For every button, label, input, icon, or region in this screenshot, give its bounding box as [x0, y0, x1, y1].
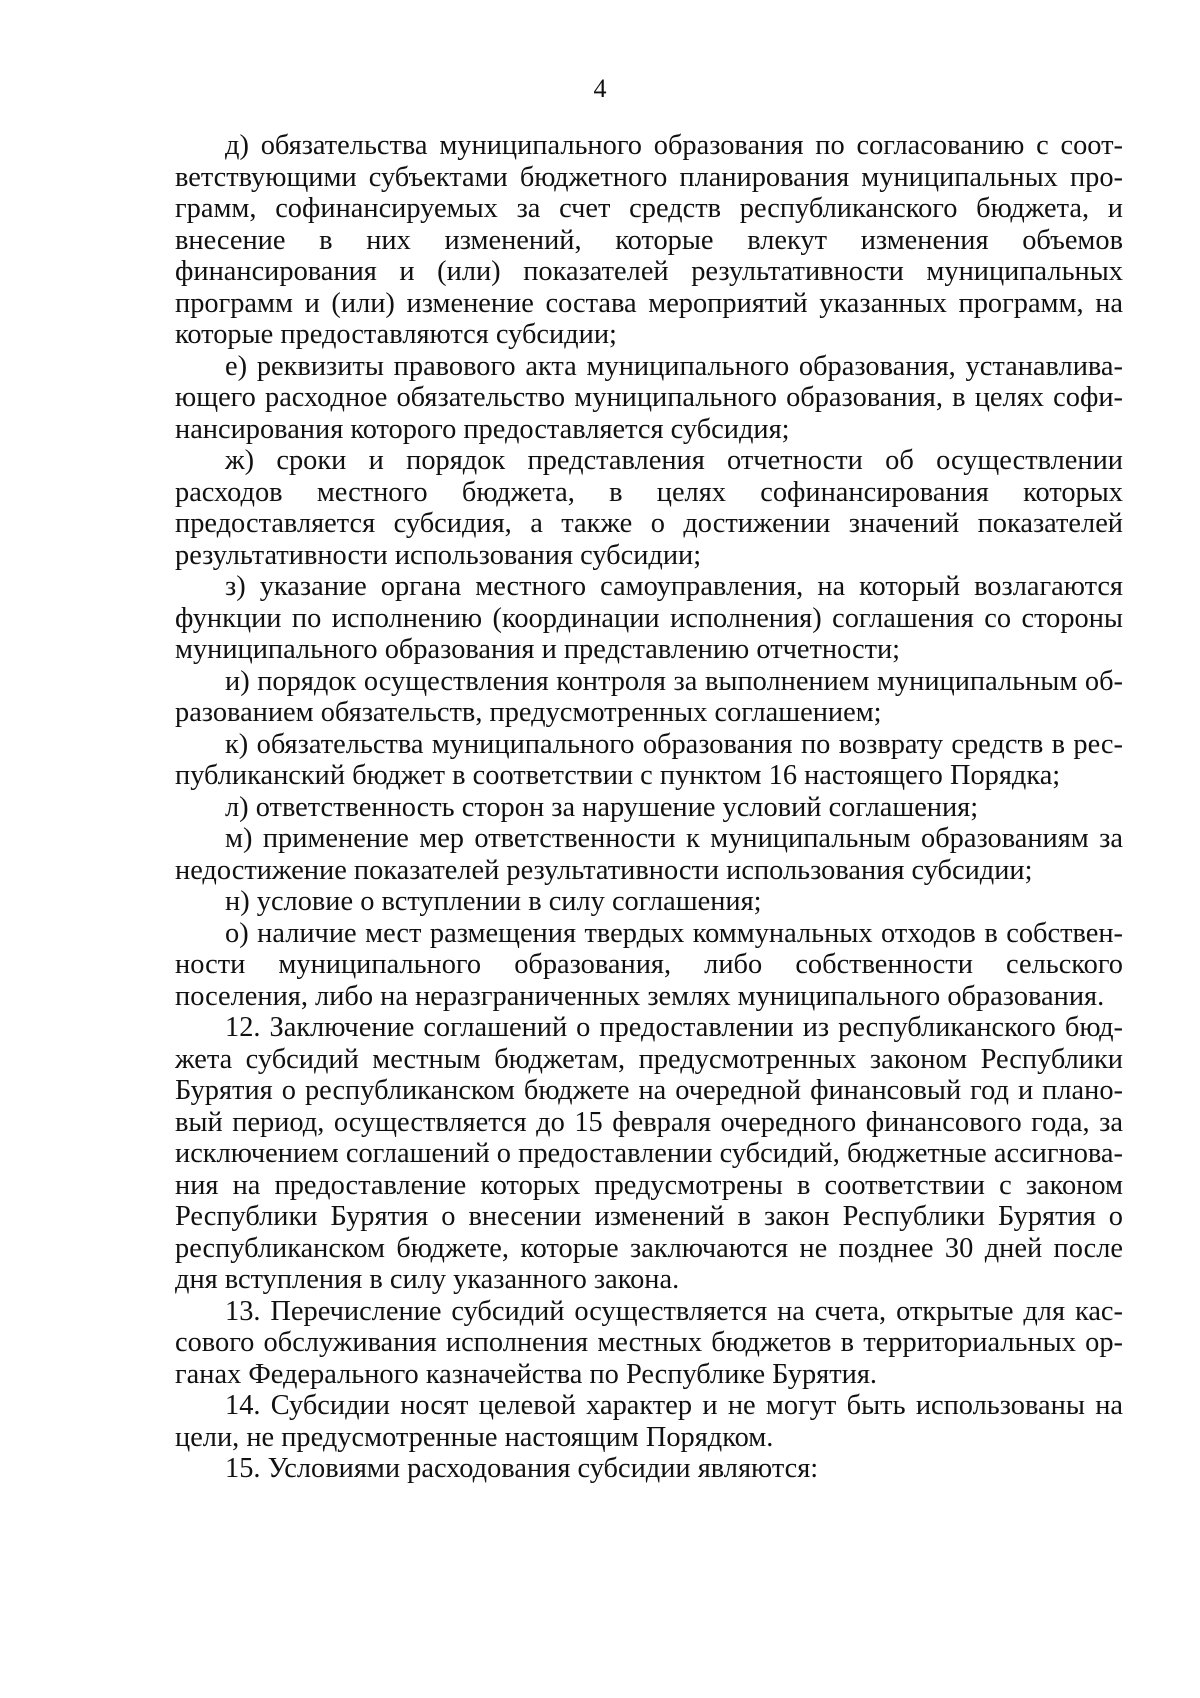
paragraph-e: е) реквизиты правового акта муниципального образования, устанавливающего расходное обязательство муниципального образования, в целях софинансирования которого предоставляется субсидия;	[175, 350, 1123, 445]
paragraph-15: 15. Условиями расходования субсидии являются:	[225, 1453, 819, 1484]
paragraph-k: к) обязательства муниципального образования по возврату средств в республиканский бюджет в соответствии с пунктом 16 настоящего Порядка;	[175, 728, 1123, 791]
paragraph-zh: ж) сроки и порядок представления отчетности об осуществлении расходов местного бюджета, в целях софинансирования которых предоставляется субсидия, а также о достижении значений показателей результативности использования субсидии;	[175, 445, 1123, 571]
paragraph-m: м) применение мер ответственности к муниципальным образованиям за недостижение показателей результативности использования субсидии;	[175, 823, 1123, 886]
paragraph-z: з) указание органа местного самоуправления, на который возлагаются функции по исполнению (координации исполнения) соглашения со стороны муниципального образования и представлению отчетности;	[175, 571, 1123, 665]
paragraph-n: н) условие о вступлении в силу соглашения;	[225, 886, 762, 917]
page-number: 4	[593, 74, 607, 103]
paragraph-l: л) ответственность сторон за нарушение условий соглашения;	[225, 791, 979, 823]
paragraph-14: 14. Субсидии носят целевой характер и не могут быть использованы на цели, не предусмотренные настоящим Порядком.	[175, 1390, 1123, 1453]
paragraph-d: д) обязательства муниципального образования по согласованию с соответствующими субъектами бюджетного планирования муниципальных программ, софинансируемых за счет средств республиканского бюджета, и внесение в них изменений, которые влекут изменения объемов финансирования и (или) показателей результативности муниципальных программ и (или) изменение состава мероприятий указанных программ, на которые предоставляются субсидии;	[175, 130, 1123, 350]
document-body	[175, 130, 1123, 1485]
paragraph-12: 12. Заключение соглашений о предоставлении из республиканского бюджета субсидий местным бюджетам, предусмотренных законом Республики Бурятия о республиканском бюджете на очередной финансовый год и плановый период, осуществляется до 15 февраля очередного финансового года, за исключением соглашений о предоставлении субсидий, бюджетные ассигнования на предоставление которых предусмотрены в соответствии с законом Республики Бурятия о внесении изменений в закон Республики Бурятия о республиканском бюджете, которые заключаются не позднее 30 дней после дня вступления в силу указанного закона.	[175, 1012, 1123, 1295]
paragraph-i: и) порядок осуществления контроля за выполнением муниципальным образованием обязательств, предусмотренных соглашением;	[175, 665, 1123, 728]
paragraph-13: 13. Перечисление субсидий осуществляется на счета, открытые для кассового обслуживания исполнения местных бюджетов в территориальных органах Федерального казначейства по Республике Бурятия.	[175, 1295, 1123, 1390]
paragraph-o: о) наличие мест размещения твердых коммунальных отходов в собственности муниципального образования, либо собственности сельского поселения, либо на неразграниченных землях муниципального образования.	[175, 917, 1123, 1012]
